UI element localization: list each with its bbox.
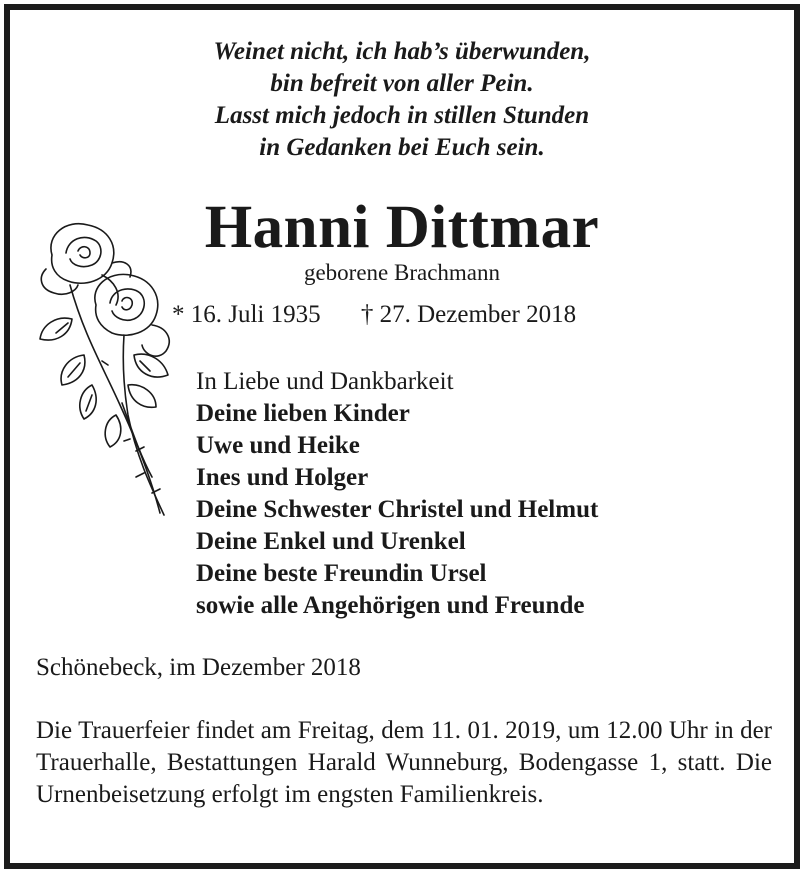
life-dates bbox=[172, 299, 672, 331]
obituary-frame bbox=[4, 4, 800, 869]
mourner-line: Uwe und Heike bbox=[196, 432, 360, 459]
mourner-line: Deine lieben Kinder bbox=[196, 400, 410, 427]
poem-line: bin befreit von aller Pein. bbox=[270, 70, 534, 97]
mourner-line: Ines und Holger bbox=[196, 464, 369, 491]
mourner-line: Deine beste Freundin Ursel bbox=[196, 560, 487, 587]
poem-line: Lasst mich jedoch in stillen Stunden bbox=[214, 102, 590, 129]
funeral-notice: Die Trauerfeier findet am Freitag, dem 11. 01. 2019, um 12.00 Uhr in der Trauerhalle, Bestattungen Harald Wunneburg, Bodengasse 1, statt. Die Urnenbeisetzung erfolgt im engsten Familienkreis. bbox=[36, 717, 772, 808]
deceased-name: Hanni Dittmar bbox=[204, 194, 600, 261]
mourners-intro: In Liebe und Dankbarkeit bbox=[196, 368, 454, 395]
place-and-date: Schönebeck, im Dezember 2018 bbox=[36, 654, 361, 681]
poem bbox=[10, 36, 794, 164]
mourner-line: sowie alle Angehörigen und Freunde bbox=[196, 592, 585, 619]
poem-line: in Gedanken bei Euch sein. bbox=[259, 134, 545, 161]
death-date: † 27. Dezember 2018 bbox=[360, 301, 577, 328]
mourner-line: Deine Enkel und Urenkel bbox=[196, 528, 466, 555]
mourner-line: Deine Schwester Christel und Helmut bbox=[196, 496, 599, 523]
birth-date: * 16. Juli 1935 bbox=[172, 301, 321, 328]
maiden-name: geborene Brachmann bbox=[303, 260, 501, 285]
poem-line: Weinet nicht, ich hab’s überwunden, bbox=[213, 38, 591, 65]
mourners-list bbox=[196, 366, 598, 622]
